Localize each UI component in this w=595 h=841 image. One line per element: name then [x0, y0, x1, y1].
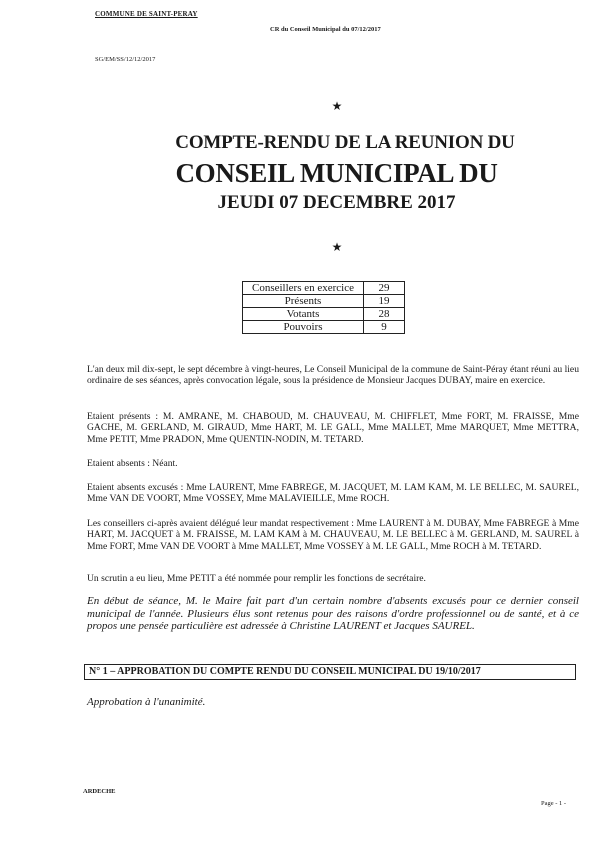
- excused-members-paragraph: Etaient absents excusés : Mme LAURENT, Mme FABREGE, M. JACQUET, M. LAM KAM, M. LE BELLEC, M. SAUREL, Mme VAN DE VOORT, Mme VOSSEY, Mme MALAVIEILLE, Mme ROCH.: [87, 482, 579, 505]
- page-number: Page - 1 -: [541, 800, 567, 807]
- proxies-paragraph: Les conseillers ci-après avaient délégué leur mandat respectivement : Mme LAURENT à M. DUBAY, Mme FABREGE à Mme HART, M. JACQUET à M. FRAISSE, M. LAM KAM à M. CHAUVEAU, M. LE BELLEC à M. GERLAND, M. SAUREL à Mme FORT, Mme VAN DE VOORT à Mme MALLET, Mme VOSSEY à M. LE GALL, Mme ROCH à M. TETARD.: [87, 518, 579, 552]
- present-members-paragraph: Etaient présents : M. AMRANE, M. CHABOUD, M. CHAUVEAU, M. CHIFFLET, Mme FORT, M. FRAISSE, Mme GACHE, M. GERLAND, M. GIRAUD, Mme HART, M. LE GALL, Mme MALLET, Mme MARQUET, Mme METTRA, Mme PETIT, Mme PRADON, Mme QUENTIN-NODIN, M. TETARD.: [87, 411, 579, 445]
- document-reference-header: CR du Conseil Municipal du 07/12/2017: [270, 26, 381, 33]
- section-heading: N° 1 – APPROBATION DU COMPTE RENDU DU CONSEIL MUNICIPAL DU 19/10/2017: [84, 664, 576, 680]
- table-row: [243, 282, 405, 295]
- stat-value: 9: [364, 321, 405, 334]
- table-row: [243, 308, 405, 321]
- mayor-note-paragraph: En début de séance, M. le Maire fait part d'un certain nombre d'absents excusés pour ce dernier conseil municipal de l'année. Plusieurs élus sont retenus pour des raisons d'ordre professionnel ou de santé, et à ce propos une pensée particulière est adressée à Christine LAURENT et Jacques SAUREL.: [87, 595, 579, 633]
- star-ornament-top: ★: [331, 99, 343, 113]
- attendance-table: [242, 281, 405, 334]
- stat-label: Pouvoirs: [243, 321, 364, 334]
- stat-value: 28: [364, 308, 405, 321]
- title-line-3: JEUDI 07 DECEMBRE 2017: [217, 192, 456, 213]
- stat-value: 29: [364, 282, 405, 295]
- reference-code: SG/EM/SS/12/12/2017: [95, 56, 156, 63]
- star-ornament-bottom: ★: [331, 240, 343, 254]
- table-row: [243, 295, 405, 308]
- secretary-paragraph: Un scrutin a eu lieu, Mme PETIT a été nommée pour remplir les fonctions de secrétaire.: [87, 573, 426, 584]
- section-result: Approbation à l'unanimité.: [87, 696, 206, 708]
- commune-header: COMMUNE DE SAINT-PERAY: [95, 10, 198, 18]
- title-line-2: CONSEIL MUNICIPAL DU: [175, 158, 498, 188]
- absent-members-paragraph: Etaient absents : Néant.: [87, 458, 178, 469]
- table-row: [243, 321, 405, 334]
- stat-label: Présents: [243, 295, 364, 308]
- stat-value: 19: [364, 295, 405, 308]
- title-line-1: COMPTE-RENDU DE LA REUNION DU: [175, 132, 515, 153]
- stat-label: Votants: [243, 308, 364, 321]
- opening-paragraph: L'an deux mil dix-sept, le sept décembre à vingt-heures, Le Conseil Municipal de la commune de Saint-Péray étant réuni au lieu ordinaire de ses séances, après convocation légale, sous la présidence de Monsieur Jacques DUBAY, maire en exercice.: [87, 364, 579, 387]
- footer-department: ARDECHE: [83, 788, 116, 795]
- stat-label: Conseillers en exercice: [243, 282, 364, 295]
